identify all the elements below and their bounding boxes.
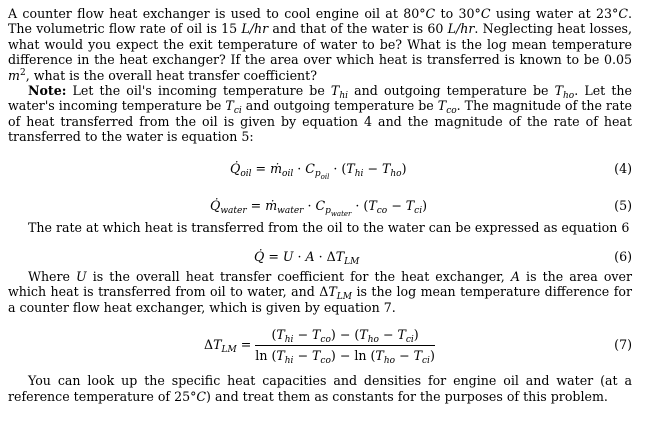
equation-5-body: $Q̇_{water}$ = ṁ$_{water}$ · $C_{p_{water}} \cdot (T_{co} - T_{ci})$ <box>210 197 428 218</box>
equation-5 <box>8 198 632 218</box>
where-paragraph: Where U is the overall heat transfer coefficient for the heat exchanger, A is the area over which heat is transferred from oil to water, and $\Delta T_{LM}$ is the log mean temperature difference for a counter flow heat exchanger, which is given by equation 7. <box>8 269 632 315</box>
equation-7-denominator: $\ln (T_{hi} - T_{co}) - \ln (T_{ho} - T_{ci})$ <box>255 347 435 366</box>
note-label: Note: <box>28 83 67 99</box>
equation-4 <box>8 161 632 181</box>
equation-6-body: Q̇ = $U \cdot A \cdot \Delta T_{LM}$ <box>254 249 360 268</box>
equation-7-fraction <box>255 327 435 366</box>
equation-4-body: $Q̇_{oil}$ = ṁ$_{oil}$ · $C_{p_{oil}} \cdot (T_{hi} - T_{ho})$ <box>230 160 407 181</box>
problem-document <box>8 6 632 404</box>
equation-7-number: (7) <box>614 337 632 353</box>
equation-6 <box>8 249 632 269</box>
equation-7-body: $\Delta T_{LM}$ = $\frac{(T_{hi} - T_{co}) - (T_{ho} - T_{ci})}{\ln (T_{hi} - T_{co}) - \ln (T_{ho} - T_{ci})}$ <box>204 327 435 366</box>
equation-5-number: (5) <box>614 197 632 213</box>
equation-7-numerator: $(T_{hi} - T_{co}) - (T_{ho} - T_{ci})$ <box>255 327 435 345</box>
equation-7 <box>8 325 632 367</box>
equation-4-number: (4) <box>614 160 632 176</box>
note-paragraph: Note: Let the oil's incoming temperature be $T_{hi}$ and outgoing temperature be $T_{ho}$. Let the water's incoming temperature be $T_{ci}$ and outgoing temperature be $T_{co}$. The magnitude of the rate of heat transferred from the oil is given by equation 4 and the magnitude of the rate of heat transferred to the water is equation 5: <box>8 83 632 145</box>
equation-6-number: (6) <box>614 249 632 265</box>
lookup-paragraph: You can look up the specific heat capacities and densities for engine oil and water (at a reference temperature of 25°C) and treat them as constants for the purposes of this problem. <box>8 373 632 404</box>
rate-paragraph: The rate at which heat is transferred from the oil to the water can be expressed as equation 6 <box>28 219 630 235</box>
intro-paragraph: A counter flow heat exchanger is used to cool engine oil at 80°C to 30°C using water at 23°C. The volumetric flow rate of oil is 15 L/hr and that of the water is 60 L/hr. Neglecting heat losses, what would you expect the exit temperature of water to be? What is the log mean temperature difference in the heat exchanger? If the area over which heat is transferred is known to be 0.05 $m^2$, what is the overall heat transfer coefficient? <box>8 6 632 83</box>
